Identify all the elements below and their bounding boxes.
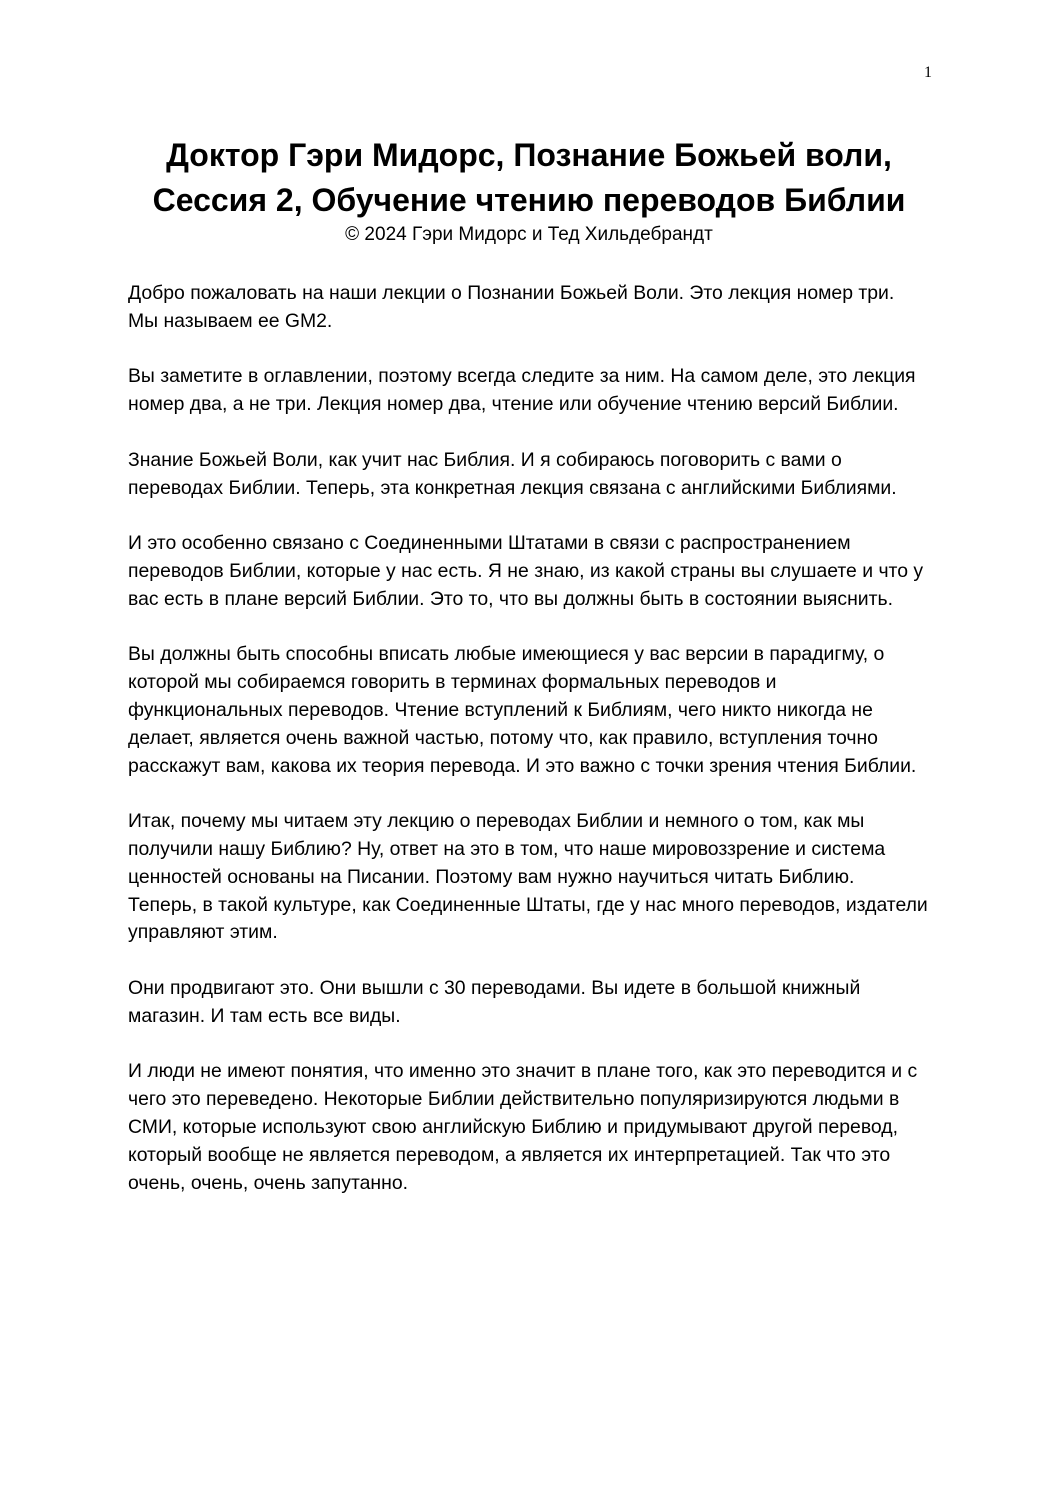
paragraph: Вы заметите в оглавлении, поэтому всегда следите за ним. На самом деле, это лекция номер два, а не три. Лекция номер два, чтение или обучение чтению версий Библии. (128, 365, 916, 416)
paragraph: Знание Божьей Воли, как учит нас Библия. И я собираюсь поговорить с вами о переводах Библии. Теперь, эта конкретная лекция связана с английскими Библиями. (128, 448, 897, 499)
paragraph: Итак, почему мы читаем эту лекцию о переводах Библии и немного о том, как мы получили нашу Библию? Ну, ответ на это в том, что наше мировоззрение и система ценностей основаны на Писании. Поэтому вам нужно научиться читать Библию. Теперь, в такой культуре, как Соединенные Штаты, где у нас много переводов, издатели управляют этим. (128, 810, 928, 944)
title-line-1: Доктор Гэри Мидорс, Познание Божьей воли, (166, 137, 892, 173)
title-line-2: Сессия 2, Обучение чтению переводов Библии (152, 182, 906, 218)
body-text (128, 280, 928, 1225)
document-title (0, 133, 1058, 223)
copyright-line: © 2024 Гэри Мидорс и Тед Хильдебрандт (345, 224, 713, 245)
paragraph: Они продвигают это. Они вышли с 30 переводами. Вы идете в большой книжный магазин. И там есть все виды. (128, 976, 861, 1027)
paragraph: И люди не имеют понятия, что именно это значит в плане того, как это переводится и с чего это переведено. Некоторые Библии действительно популяризируются людьми в СМИ, которые используют свою английскую Библию и придумывают другой перевод, который вообще не является переводом, а является их интерпретацией. Так что это очень, очень, очень запутанно. (128, 1060, 918, 1194)
paragraph: Добро пожаловать на наши лекции о Познании Божьей Воли. Это лекция номер три. Мы называем ее GM2. (128, 282, 895, 332)
paragraph: И это особенно связано с Соединенными Штатами в связи с распространением переводов Библии, которые у нас есть. Я не знаю, из какой страны вы слушаете и что у вас есть в плане версий Библии. Это то, что вы должны быть в состоянии выяснить. (128, 532, 924, 610)
page-number: 1 (924, 64, 932, 81)
paragraph: Вы должны быть способны вписать любые имеющиеся у вас версии в парадигму, о которой мы собираемся говорить в терминах формальных переводов и функциональных переводов. Чтение вступлений к Библиям, чего никто никогда не делает, является очень важной частью, потому что, как правило, вступления точно расскажут вам, какова их теория перевода. И это важно с точки зрения чтения Библии. (128, 643, 917, 777)
